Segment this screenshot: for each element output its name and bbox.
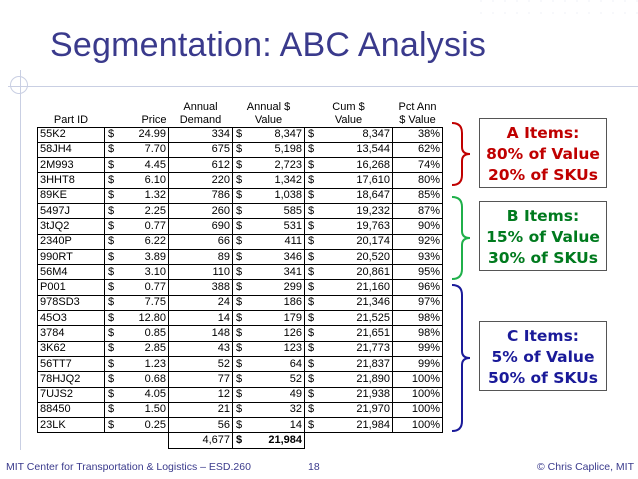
table-row bbox=[38, 295, 443, 310]
cell-pct-value: 80% bbox=[393, 173, 443, 188]
header-part-id: Part ID bbox=[53, 113, 89, 126]
cell-annual-value: $ 5,198 bbox=[233, 142, 305, 157]
cell-cum-value: $ 21,773 bbox=[305, 341, 393, 356]
cell-annual-demand: 388 bbox=[169, 280, 233, 295]
cell-price: $ 2.25 bbox=[105, 203, 169, 218]
table-row bbox=[38, 265, 443, 280]
cell-cum-value: $ 16,268 bbox=[305, 158, 393, 173]
cell-pct-value: 100% bbox=[393, 372, 443, 387]
page-number: 18 bbox=[308, 461, 320, 473]
b-items-bracket bbox=[448, 195, 472, 281]
cell-price: $ 7.75 bbox=[105, 295, 169, 310]
totals-row bbox=[38, 433, 443, 448]
cell-annual-demand: 334 bbox=[169, 127, 233, 142]
cell-pct-value: 100% bbox=[393, 387, 443, 402]
table-row bbox=[38, 173, 443, 188]
c-items-value-share: 5% of Value bbox=[491, 348, 595, 366]
cell-annual-demand: 148 bbox=[169, 326, 233, 341]
cell-price: $ 6.22 bbox=[105, 234, 169, 249]
cell-cum-value: $ 21,160 bbox=[305, 280, 393, 295]
cell-annual-demand: 260 bbox=[169, 203, 233, 218]
cell-cum-value: $ 17,610 bbox=[305, 173, 393, 188]
cell-pct-value: 99% bbox=[393, 356, 443, 371]
cell-cum-value: $ 18,647 bbox=[305, 188, 393, 203]
cell-annual-value: $ 2,723 bbox=[233, 158, 305, 173]
cell-price: $ 1.32 bbox=[105, 188, 169, 203]
cell-pct-value: 100% bbox=[393, 418, 443, 433]
cell-annual-value: $ 585 bbox=[233, 203, 305, 218]
cell-annual-value: $ 186 bbox=[233, 295, 305, 310]
cell-pct-value: 62% bbox=[393, 142, 443, 157]
cell-cum-value: $ 20,174 bbox=[305, 234, 393, 249]
cell-price: $ 3.89 bbox=[105, 249, 169, 264]
cell-annual-demand: 21 bbox=[169, 402, 233, 417]
table-row bbox=[38, 234, 443, 249]
cell-pct-value: 98% bbox=[393, 311, 443, 326]
table-row bbox=[38, 372, 443, 387]
cell-part-id: 990RT bbox=[38, 249, 105, 264]
cell-part-id: 89KE bbox=[38, 188, 105, 203]
header-annual-demand: Annual Demand bbox=[179, 100, 222, 126]
cell-part-id: 55K2 bbox=[38, 127, 105, 142]
cell-pct-value: 98% bbox=[393, 326, 443, 341]
table-row bbox=[38, 311, 443, 326]
table-row bbox=[38, 249, 443, 264]
cell-price: $ 0.77 bbox=[105, 219, 169, 234]
cell-cum-value: $ 19,232 bbox=[305, 203, 393, 218]
table-row bbox=[38, 356, 443, 371]
cell-pct-value: 100% bbox=[393, 402, 443, 417]
cell-pct-value: 99% bbox=[393, 341, 443, 356]
cell-annual-demand: 690 bbox=[169, 219, 233, 234]
decorative-rule bbox=[8, 86, 638, 87]
table-row bbox=[38, 341, 443, 356]
cell-pct-value: 92% bbox=[393, 234, 443, 249]
cell-price: $ 4.45 bbox=[105, 158, 169, 173]
cell-annual-value: $ 14 bbox=[233, 418, 305, 433]
a-items-title: A Items: bbox=[506, 124, 580, 142]
cell-cum-value: $ 21,890 bbox=[305, 372, 393, 387]
cell-annual-demand: 675 bbox=[169, 142, 233, 157]
c-items-bracket bbox=[448, 283, 472, 433]
cell-price: $ 1.50 bbox=[105, 402, 169, 417]
header-annual-value: Annual $ Value bbox=[246, 100, 291, 126]
b-items-sku-share: 30% of SKUs bbox=[488, 249, 598, 267]
footer-copyright: © Chris Caplice, MIT bbox=[537, 461, 635, 473]
cell-part-id: P001 bbox=[38, 280, 105, 295]
b-items-title: B Items: bbox=[506, 207, 580, 225]
a-items-value-share: 80% of Value bbox=[486, 145, 600, 163]
cell-cum-value: $ 13,544 bbox=[305, 142, 393, 157]
cell-annual-value: $ 32 bbox=[233, 402, 305, 417]
table-row bbox=[38, 203, 443, 218]
cell-cum-value: $ 21,525 bbox=[305, 311, 393, 326]
cell-pct-value: 97% bbox=[393, 295, 443, 310]
cell-price: $ 0.25 bbox=[105, 418, 169, 433]
a-items-sku-share: 20% of SKUs bbox=[488, 166, 598, 184]
cell-annual-demand: 12 bbox=[169, 387, 233, 402]
total-demand: 4,677 bbox=[169, 433, 233, 448]
cell-price: $ 6.10 bbox=[105, 173, 169, 188]
cell-annual-value: $ 64 bbox=[233, 356, 305, 371]
cell-part-id: 56TT7 bbox=[38, 356, 105, 371]
cell-annual-value: $ 1,038 bbox=[233, 188, 305, 203]
cell-cum-value: $ 21,346 bbox=[305, 295, 393, 310]
c-items-title: C Items: bbox=[506, 327, 580, 345]
cell-annual-demand: 66 bbox=[169, 234, 233, 249]
header-pct-value: Pct Ann $ Value bbox=[398, 100, 437, 126]
cell-annual-value: $ 126 bbox=[233, 326, 305, 341]
table-row bbox=[38, 280, 443, 295]
cell-part-id: 2M993 bbox=[38, 158, 105, 173]
cell-annual-value: $ 123 bbox=[233, 341, 305, 356]
cell-part-id: 23LK bbox=[38, 418, 105, 433]
cell-price: $ 0.68 bbox=[105, 372, 169, 387]
table-row bbox=[38, 142, 443, 157]
cell-annual-value: $ 8,347 bbox=[233, 127, 305, 142]
cell-part-id: 3K62 bbox=[38, 341, 105, 356]
cell-pct-value: 38% bbox=[393, 127, 443, 142]
table-row bbox=[38, 127, 443, 142]
table-row bbox=[38, 219, 443, 234]
cell-annual-demand: 89 bbox=[169, 249, 233, 264]
cell-annual-demand: 110 bbox=[169, 265, 233, 280]
cell-annual-demand: 52 bbox=[169, 356, 233, 371]
cell-pct-value: 87% bbox=[393, 203, 443, 218]
cell-annual-value: $ 299 bbox=[233, 280, 305, 295]
total-value: $ 21,984 bbox=[233, 433, 305, 448]
cell-part-id: 45O3 bbox=[38, 311, 105, 326]
cell-pct-value: 74% bbox=[393, 158, 443, 173]
cell-part-id: 2340P bbox=[38, 234, 105, 249]
cell-cum-value: $ 20,520 bbox=[305, 249, 393, 264]
cell-annual-demand: 43 bbox=[169, 341, 233, 356]
cell-annual-value: $ 346 bbox=[233, 249, 305, 264]
cell-annual-demand: 612 bbox=[169, 158, 233, 173]
cell-part-id: 88450 bbox=[38, 402, 105, 417]
cell-price: $ 12.80 bbox=[105, 311, 169, 326]
cell-annual-value: $ 341 bbox=[233, 265, 305, 280]
cell-part-id: 7UJS2 bbox=[38, 387, 105, 402]
cell-price: $ 4.05 bbox=[105, 387, 169, 402]
c-items-sku-share: 50% of SKUs bbox=[488, 369, 598, 387]
cell-cum-value: $ 21,938 bbox=[305, 387, 393, 402]
cell-annual-demand: 14 bbox=[169, 311, 233, 326]
cell-pct-value: 95% bbox=[393, 265, 443, 280]
cell-annual-value: $ 531 bbox=[233, 219, 305, 234]
cell-part-id: 56M4 bbox=[38, 265, 105, 280]
cell-annual-value: $ 52 bbox=[233, 372, 305, 387]
cell-cum-value: $ 20,861 bbox=[305, 265, 393, 280]
cell-annual-demand: 786 bbox=[169, 188, 233, 203]
cell-price: $ 7.70 bbox=[105, 142, 169, 157]
cell-annual-demand: 77 bbox=[169, 372, 233, 387]
decorative-vertical-rule bbox=[20, 70, 21, 450]
cell-annual-value: $ 411 bbox=[233, 234, 305, 249]
footer-source: MIT Center for Transportation & Logistics – ESD.260 bbox=[6, 461, 251, 473]
table-row bbox=[38, 326, 443, 341]
table-row bbox=[38, 402, 443, 417]
cell-part-id: 3HHT8 bbox=[38, 173, 105, 188]
cell-pct-value: 96% bbox=[393, 280, 443, 295]
decorative-circle bbox=[10, 76, 28, 94]
cell-annual-value: $ 179 bbox=[233, 311, 305, 326]
table-header-row bbox=[38, 97, 443, 127]
cell-part-id: 978SD3 bbox=[38, 295, 105, 310]
cell-part-id: 3tJQ2 bbox=[38, 219, 105, 234]
cell-price: $ 3.10 bbox=[105, 265, 169, 280]
cell-price: $ 2.85 bbox=[105, 341, 169, 356]
cell-annual-value: $ 49 bbox=[233, 387, 305, 402]
cell-annual-demand: 220 bbox=[169, 173, 233, 188]
cell-pct-value: 85% bbox=[393, 188, 443, 203]
cell-cum-value: $ 21,984 bbox=[305, 418, 393, 433]
c-items-box bbox=[479, 321, 607, 391]
cell-cum-value: $ 21,970 bbox=[305, 402, 393, 417]
cell-annual-demand: 24 bbox=[169, 295, 233, 310]
cell-cum-value: $ 8,347 bbox=[305, 127, 393, 142]
cell-annual-value: $ 1,342 bbox=[233, 173, 305, 188]
cell-pct-value: 90% bbox=[393, 219, 443, 234]
table-row bbox=[38, 188, 443, 203]
cell-annual-demand: 56 bbox=[169, 418, 233, 433]
cell-price: $ 0.85 bbox=[105, 326, 169, 341]
table-row bbox=[38, 387, 443, 402]
b-items-value-share: 15% of Value bbox=[486, 228, 600, 246]
cell-part-id: 3784 bbox=[38, 326, 105, 341]
table-row bbox=[38, 158, 443, 173]
cell-price: $ 24.99 bbox=[105, 127, 169, 142]
b-items-box bbox=[479, 201, 607, 271]
cell-pct-value: 93% bbox=[393, 249, 443, 264]
cell-part-id: 78HJQ2 bbox=[38, 372, 105, 387]
header-price: Price bbox=[141, 113, 167, 126]
cell-price: $ 0.77 bbox=[105, 280, 169, 295]
a-items-bracket bbox=[448, 121, 472, 187]
cell-cum-value: $ 19,763 bbox=[305, 219, 393, 234]
slide-title: Segmentation: ABC Analysis bbox=[50, 26, 487, 64]
header-cum-value: Cum $ Value bbox=[332, 100, 365, 126]
a-items-box bbox=[479, 118, 607, 188]
table-row bbox=[38, 418, 443, 433]
cell-part-id: 58JH4 bbox=[38, 142, 105, 157]
cell-cum-value: $ 21,837 bbox=[305, 356, 393, 371]
cell-price: $ 1.23 bbox=[105, 356, 169, 371]
cell-part-id: 5497J bbox=[38, 203, 105, 218]
cell-cum-value: $ 21,651 bbox=[305, 326, 393, 341]
abc-table bbox=[37, 97, 443, 449]
